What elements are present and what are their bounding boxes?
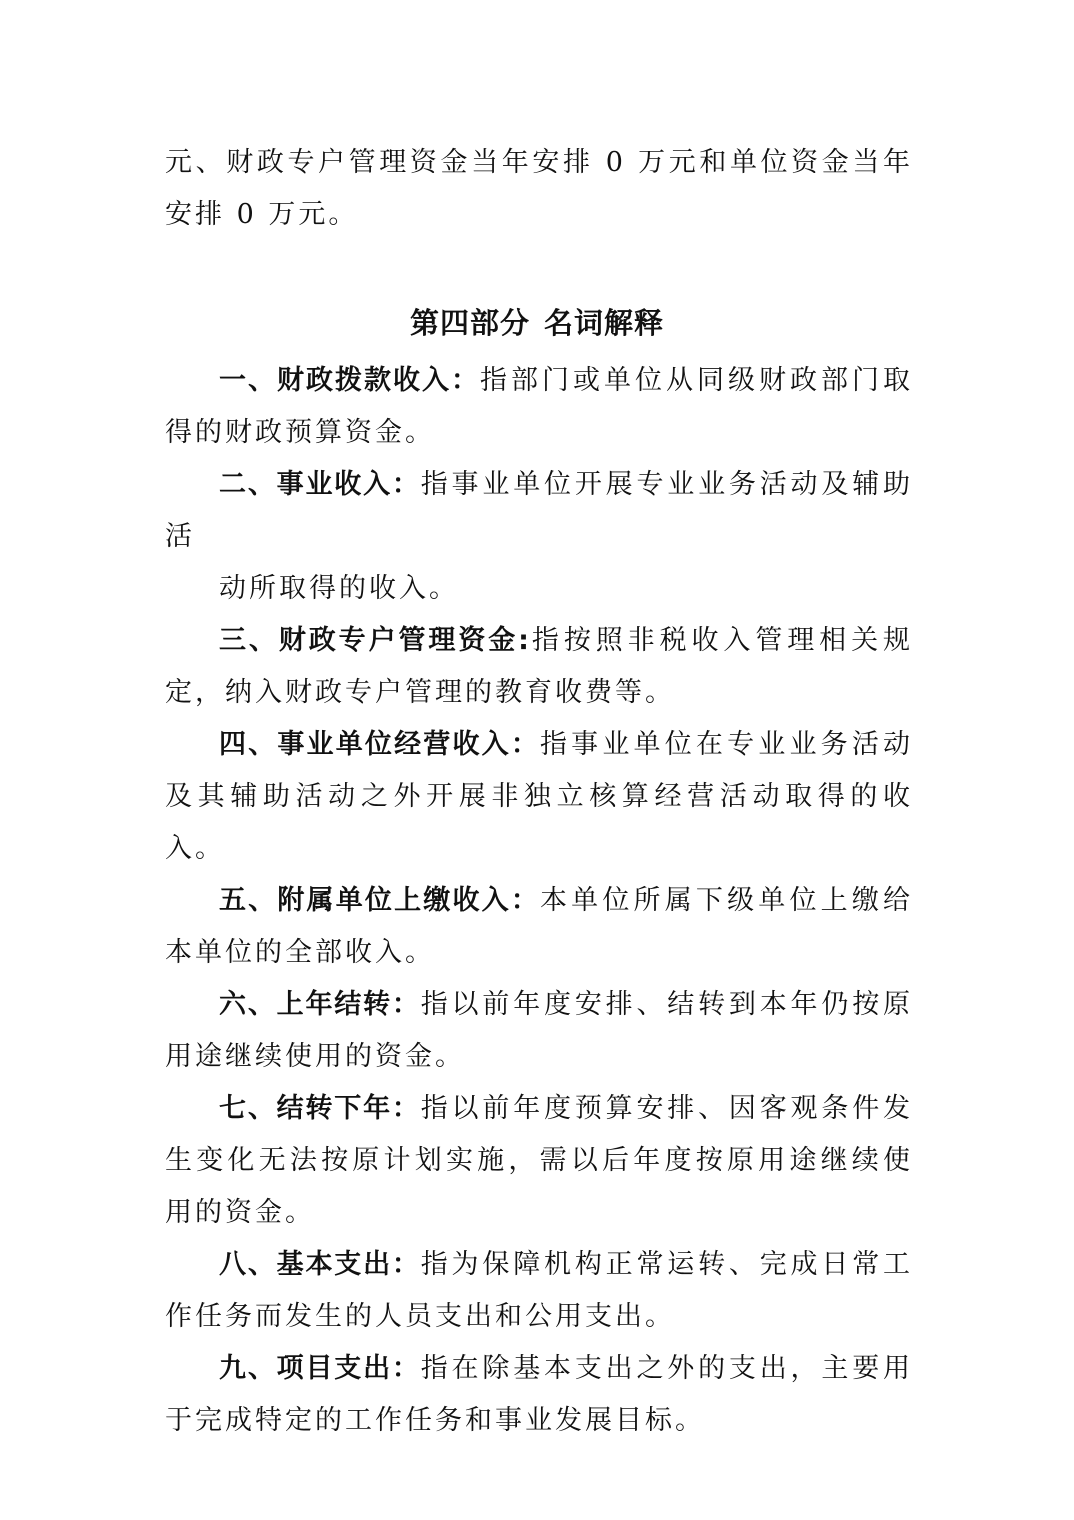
definition-text: 指按照非税收入管理相关规定，纳入财政专户管理的教育收费等。 xyxy=(165,625,913,708)
definition-text: 指以前年度预算安排、因客观条件发生变化无法按原计划实施，需以后年度按原用途继续使用的资金。 xyxy=(165,1093,914,1228)
definition-term: 六、上年结转： xyxy=(219,989,421,1020)
definition-text: 指部门或单位从同级财政部门取得的财政预算资金。 xyxy=(165,365,913,448)
definition-item xyxy=(165,719,913,875)
definition-text: 本单位所属下级单位上缴给本单位的全部收入。 xyxy=(165,885,913,968)
definition-continuation xyxy=(165,563,913,615)
definition-term: 一、财政拨款收入： xyxy=(219,365,480,396)
section-title-part: 第四部分 xyxy=(409,306,530,340)
definition-text: 指事业单位在专业业务活动及其辅助活动之外开展非独立核算经营活动取得的收入。 xyxy=(165,729,913,864)
definition-term: 三、财政专户管理资金: xyxy=(219,625,530,656)
definition-term: 五、附属单位上缴收入： xyxy=(219,885,540,916)
definition-item xyxy=(165,1083,913,1239)
section-title xyxy=(0,303,1074,343)
definition-text: 指以前年度安排、结转到本年仍按原用途继续使用的资金。 xyxy=(165,989,914,1072)
definition-item xyxy=(165,615,913,719)
intro-paragraph xyxy=(165,137,913,241)
definition-text: 指在除基本支出之外的支出，主要用于完成特定的工作任务和事业发展目标。 xyxy=(165,1353,914,1436)
definition-text: 指为保障机构正常运转、完成日常工作任务而发生的人员支出和公用支出。 xyxy=(165,1249,914,1332)
section-title-name: 名词解释 xyxy=(544,306,665,340)
definition-item xyxy=(165,979,913,1083)
intro-text: 元、财政专户管理资金当年安排 0 万元和单位资金当年安排 0 万元。 xyxy=(165,147,913,230)
definition-item xyxy=(165,1343,913,1447)
definition-text: 动所取得的收入。 xyxy=(219,573,459,604)
definition-term: 九、项目支出： xyxy=(219,1353,421,1384)
definition-text: 指事业单位开展专业业务活动及辅助活 xyxy=(165,469,914,552)
definition-item xyxy=(165,875,913,979)
definitions-list xyxy=(165,355,913,1447)
definition-term: 四、事业单位经营收入： xyxy=(219,729,540,760)
definition-term: 二、事业收入： xyxy=(219,469,421,500)
definition-term: 七、结转下年： xyxy=(219,1093,421,1124)
definition-item xyxy=(165,459,913,563)
definition-item xyxy=(165,355,913,459)
definition-item xyxy=(165,1239,913,1343)
definition-term: 八、基本支出： xyxy=(219,1249,421,1280)
